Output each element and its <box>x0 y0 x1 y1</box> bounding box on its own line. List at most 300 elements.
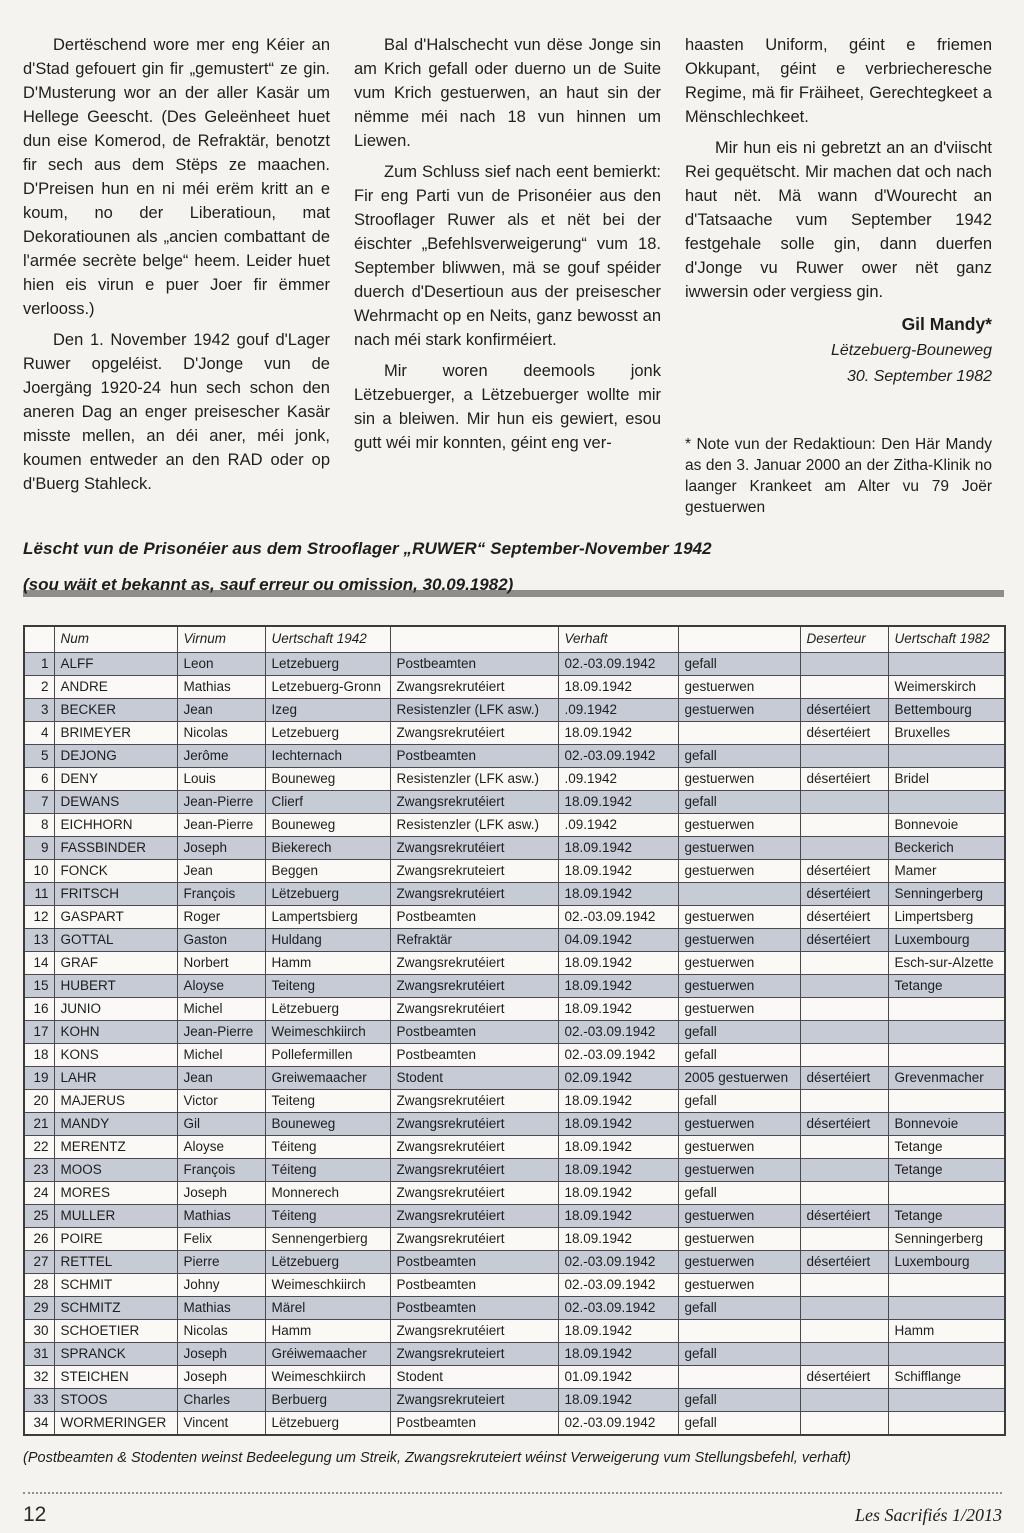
table-cell: 30 <box>24 1319 54 1342</box>
signature-name: Gil Mandy* <box>901 314 992 334</box>
table-cell: Lëtzebuerg <box>265 997 390 1020</box>
table-cell: 15 <box>24 974 54 997</box>
table-cell: Joseph <box>177 1365 265 1388</box>
table-cell: 2005 gestuerwen <box>678 1066 800 1089</box>
table-cell: Tetange <box>888 1204 1005 1227</box>
table-cell: STEICHEN <box>54 1365 177 1388</box>
table-cell: Stodent <box>390 1066 558 1089</box>
table-cell: Bouneweg <box>265 1112 390 1135</box>
table-row <box>24 1296 1005 1319</box>
table-cell: 22 <box>24 1135 54 1158</box>
table-cell: 6 <box>24 767 54 790</box>
table-cell: Tetange <box>888 1135 1005 1158</box>
article-column-3-text <box>685 33 992 304</box>
table-cell: 02.-03.09.1942 <box>558 1250 678 1273</box>
table-cell <box>888 1296 1005 1319</box>
table-cell: gestuerwen <box>678 1204 800 1227</box>
table-cell: gestuerwen <box>678 698 800 721</box>
table-cell <box>678 882 800 905</box>
table-cell: SCHMITZ <box>54 1296 177 1319</box>
signature-date: 30. September 1982 <box>847 368 992 385</box>
table-cell: 19 <box>24 1066 54 1089</box>
article-column-1 <box>23 33 330 527</box>
table-cell: 12 <box>24 905 54 928</box>
table-header <box>24 626 1005 652</box>
table-cell: Zwangsrekrutéiert <box>390 951 558 974</box>
table-cell: ANDRE <box>54 675 177 698</box>
table-cell: 18.09.1942 <box>558 1112 678 1135</box>
paragraph: haasten Uniform, géint e friemen Okkupant, géint e verbriecheresche Regime, mä fir Fräiheet, Gerechtegkeet a Mënschlechkeet. <box>685 36 992 126</box>
table-cell: Mathias <box>177 1204 265 1227</box>
table-cell: gestuerwen <box>678 1250 800 1273</box>
table-cell <box>800 1388 888 1411</box>
table-cell: désertéiert <box>800 1066 888 1089</box>
table-cell: Lampertsbierg <box>265 905 390 928</box>
list-subtitle: (sou wäit et bekannt as, sauf erreur ou omission, 30.09.1982) <box>23 575 514 594</box>
table-cell: gestuerwen <box>678 1158 800 1181</box>
table-cell: Lëtzebuerg <box>265 1250 390 1273</box>
table-cell <box>800 997 888 1020</box>
table-cell: 02.-03.09.1942 <box>558 652 678 675</box>
table-cell: Téiteng <box>265 1135 390 1158</box>
table-cell: gestuerwen <box>678 675 800 698</box>
table-cell: FASSBINDER <box>54 836 177 859</box>
table-cell: 2 <box>24 675 54 698</box>
table-cell: gefall <box>678 1342 800 1365</box>
table-cell <box>888 790 1005 813</box>
table-cell: Hamm <box>265 951 390 974</box>
table-cell: STOOS <box>54 1388 177 1411</box>
table-cell: Zwangsrekrutéiert <box>390 1319 558 1342</box>
table-cell: Postbeamten <box>390 1296 558 1319</box>
table-row <box>24 1204 1005 1227</box>
table-row <box>24 698 1005 721</box>
table-cell <box>888 1043 1005 1066</box>
table-cell: DEJONG <box>54 744 177 767</box>
table-cell: .09.1942 <box>558 698 678 721</box>
table-cell: MULLER <box>54 1204 177 1227</box>
table-row <box>24 1273 1005 1296</box>
table-cell: 04.09.1942 <box>558 928 678 951</box>
table-cell: Norbert <box>177 951 265 974</box>
table-cell: .09.1942 <box>558 813 678 836</box>
table-cell: Gil <box>177 1112 265 1135</box>
table-cell: Michel <box>177 997 265 1020</box>
table-cell: Bouneweg <box>265 813 390 836</box>
table-cell <box>800 652 888 675</box>
table-cell <box>800 1273 888 1296</box>
paragraph: Zum Schluss sief nach eent bemierkt: Fir eng Parti vun de Prisonéier aus den Strooflager Ruwer als et nët bei der éischter „Befehlsverweigerung“ vum 18. September bliwwen, mä se gouf spéider duerch d'Desertioun aus der preisescher Wehrmacht op en Neits, ganz bewosst an nach méi stark konfirméiert. <box>354 163 661 349</box>
table-cell: Resistenzler (LFK asw.) <box>390 813 558 836</box>
table-row <box>24 1066 1005 1089</box>
table-cell: 18.09.1942 <box>558 997 678 1020</box>
table-cell: désertéiert <box>800 698 888 721</box>
table-row <box>24 1411 1005 1435</box>
header-deserteur: Deserteur <box>800 626 888 652</box>
table-cell: Jean <box>177 1066 265 1089</box>
table-cell: Johny <box>177 1273 265 1296</box>
table-cell: Jean <box>177 698 265 721</box>
table-cell: 31 <box>24 1342 54 1365</box>
table-cell: désertéiert <box>800 1112 888 1135</box>
table-cell: Izeg <box>265 698 390 721</box>
table-cell: Postbeamten <box>390 1020 558 1043</box>
table-cell: 24 <box>24 1181 54 1204</box>
header-category <box>390 626 558 652</box>
table-cell: 02.-03.09.1942 <box>558 1043 678 1066</box>
table-cell: 32 <box>24 1365 54 1388</box>
table-cell: Nicolas <box>177 721 265 744</box>
header-uertschaft-1942: Uertschaft 1942 <box>265 626 390 652</box>
table-cell: 18.09.1942 <box>558 1135 678 1158</box>
paragraph: Mir woren deemools jonk Lëtzebuerger, a Lëtzebuerger wollte mir sin a bleiwen. Mir hun eis gewiert, esou gutt wéi mir konnten, géint eng ver- <box>354 362 661 452</box>
table-cell: DEWANS <box>54 790 177 813</box>
table-cell: 29 <box>24 1296 54 1319</box>
table-cell: Sennengerbierg <box>265 1227 390 1250</box>
table-cell <box>888 1342 1005 1365</box>
table-cell: 23 <box>24 1158 54 1181</box>
table-row <box>24 1388 1005 1411</box>
table-cell: Vincent <box>177 1411 265 1435</box>
table-cell <box>678 1365 800 1388</box>
table-row <box>24 905 1005 928</box>
table-cell: FRITSCH <box>54 882 177 905</box>
table-cell: GOTTAL <box>54 928 177 951</box>
table-cell: POIRE <box>54 1227 177 1250</box>
table-cell: Bonnevoie <box>888 1112 1005 1135</box>
table-cell: désertéiert <box>800 767 888 790</box>
table-cell: Zwangsrekrutéiert <box>390 974 558 997</box>
table-cell: 9 <box>24 836 54 859</box>
table-cell: Zwangsrekrutéiert <box>390 675 558 698</box>
table-cell: Letzebuerg <box>265 721 390 744</box>
table-cell <box>800 951 888 974</box>
table-cell: 21 <box>24 1112 54 1135</box>
table-cell <box>888 1411 1005 1435</box>
page-footer <box>23 1492 1002 1527</box>
table-cell: 18.09.1942 <box>558 1089 678 1112</box>
table-cell <box>800 790 888 813</box>
header-verhaft: Verhaft <box>558 626 678 652</box>
table-cell <box>888 997 1005 1020</box>
table-cell: 1 <box>24 652 54 675</box>
table-cell: 33 <box>24 1388 54 1411</box>
table-cell: 18.09.1942 <box>558 790 678 813</box>
table-cell: Weimerskirch <box>888 675 1005 698</box>
table-cell: JUNIO <box>54 997 177 1020</box>
table-cell: MERENTZ <box>54 1135 177 1158</box>
table-cell: gestuerwen <box>678 905 800 928</box>
table-row <box>24 1365 1005 1388</box>
table-cell: FONCK <box>54 859 177 882</box>
table-cell: 18.09.1942 <box>558 951 678 974</box>
table-cell: gefall <box>678 652 800 675</box>
table-cell: 02.-03.09.1942 <box>558 1273 678 1296</box>
table-cell: Monnerech <box>265 1181 390 1204</box>
table-cell: Zwangsrekrutéiert <box>390 721 558 744</box>
table-cell: 18.09.1942 <box>558 721 678 744</box>
table-cell: 01.09.1942 <box>558 1365 678 1388</box>
table-cell: gefall <box>678 1181 800 1204</box>
paragraph: Dertëschend wore mer eng Kéier an d'Stad gefouert gin fir „gemustert“ ze gin. D'Musterung wor an der aller Kasär um Hellege Geescht. (Des Geleënheet huet dun eise Komerod, de Refraktär, benotzt fir sech aus dem Stëps ze maachen. D'Preisen hun en ni méi erëm kritt an e koum, no der Liberatioun, mat Dekoratiounen als „ancien combattant de l'armée secrète belge“ heem. Leider huet hien eis virun e puer Joer fir ëmmer verlooss.) <box>23 36 330 318</box>
table-cell: désertéiert <box>800 721 888 744</box>
header-status <box>678 626 800 652</box>
table-cell: 02.-03.09.1942 <box>558 1020 678 1043</box>
table-cell: désertéiert <box>800 882 888 905</box>
table-cell: Victor <box>177 1089 265 1112</box>
table-cell: EICHHORN <box>54 813 177 836</box>
table-cell <box>800 974 888 997</box>
table-cell: Biekerech <box>265 836 390 859</box>
table-cell: Beggen <box>265 859 390 882</box>
paragraph: Bal d'Halschecht vun dëse Jonge sin am Krich gefall oder duerno un de Suite vum Krich gestuerwen, an haut sin der nëmme méi nach 18 vun hinnen um Liewen. <box>354 36 661 150</box>
table-cell: 02.-03.09.1942 <box>558 1296 678 1319</box>
list-subtitle-wrap <box>23 567 1004 599</box>
table-cell: Bridel <box>888 767 1005 790</box>
table-cell: Gréiwemaacher <box>265 1342 390 1365</box>
table-cell <box>800 1181 888 1204</box>
table-cell: SCHMIT <box>54 1273 177 1296</box>
table-cell: 18.09.1942 <box>558 859 678 882</box>
table-cell: WORMERINGER <box>54 1411 177 1435</box>
list-title: Lëscht vun de Prisonéier aus dem Strooflager „RUWER“ September-November 1942 <box>23 539 712 558</box>
table-row <box>24 1020 1005 1043</box>
table-cell: gefall <box>678 1020 800 1043</box>
table-cell: Zwangsrekrutéiert <box>390 1112 558 1135</box>
table-cell: MANDY <box>54 1112 177 1135</box>
table-cell: Zwangsrekrutéiert <box>390 1181 558 1204</box>
table-cell: Zwangsrekrutéiert <box>390 997 558 1020</box>
table-cell: Michel <box>177 1043 265 1066</box>
table-cell <box>800 1296 888 1319</box>
table-cell: Luxembourg <box>888 928 1005 951</box>
table-cell: 20 <box>24 1089 54 1112</box>
table-cell: gestuerwen <box>678 859 800 882</box>
table-cell: 18.09.1942 <box>558 1388 678 1411</box>
table-cell: désertéiert <box>800 1365 888 1388</box>
table-row <box>24 721 1005 744</box>
page-number: 12 <box>23 1502 47 1526</box>
table-cell: Huldang <box>265 928 390 951</box>
table-cell: Berbuerg <box>265 1388 390 1411</box>
table-cell: MAJERUS <box>54 1089 177 1112</box>
table-cell: Lëtzebuerg <box>265 1411 390 1435</box>
table-row <box>24 1227 1005 1250</box>
table-cell: Téiteng <box>265 1204 390 1227</box>
table-cell: gestuerwen <box>678 1135 800 1158</box>
table-cell: Resistenzler (LFK asw.) <box>390 767 558 790</box>
table-cell: 25 <box>24 1204 54 1227</box>
table-cell: KONS <box>54 1043 177 1066</box>
table-cell: Clierf <box>265 790 390 813</box>
table-cell: Aloyse <box>177 974 265 997</box>
table-cell: 18.09.1942 <box>558 675 678 698</box>
table-cell: Joseph <box>177 1342 265 1365</box>
table-cell: Gaston <box>177 928 265 951</box>
table-cell: gestuerwen <box>678 997 800 1020</box>
table-cell: Pollefermillen <box>265 1043 390 1066</box>
table-row <box>24 675 1005 698</box>
table-cell: Märel <box>265 1296 390 1319</box>
table-cell: 02.-03.09.1942 <box>558 744 678 767</box>
table-cell: Postbeamten <box>390 1250 558 1273</box>
table-cell: gestuerwen <box>678 836 800 859</box>
table-cell: BRIMEYER <box>54 721 177 744</box>
table-cell: 27 <box>24 1250 54 1273</box>
table-row <box>24 928 1005 951</box>
table-cell: Esch-sur-Alzette <box>888 951 1005 974</box>
table-row <box>24 1112 1005 1135</box>
table-cell <box>800 1342 888 1365</box>
table-row <box>24 767 1005 790</box>
table-cell: gefall <box>678 1296 800 1319</box>
table-cell: gestuerwen <box>678 928 800 951</box>
table-cell: Bouneweg <box>265 767 390 790</box>
table-cell: 8 <box>24 813 54 836</box>
table-cell: Bettembourg <box>888 698 1005 721</box>
table-cell: 34 <box>24 1411 54 1435</box>
table-cell <box>800 675 888 698</box>
table-cell: Grevenmacher <box>888 1066 1005 1089</box>
table-cell: gestuerwen <box>678 1227 800 1250</box>
table-cell: gestuerwen <box>678 813 800 836</box>
table-cell: GRAF <box>54 951 177 974</box>
table-header-row <box>24 626 1005 652</box>
table-cell <box>800 1043 888 1066</box>
table-cell <box>800 1135 888 1158</box>
table-cell: Tetange <box>888 1158 1005 1181</box>
table-cell: gefall <box>678 1089 800 1112</box>
table-cell <box>888 1388 1005 1411</box>
table-cell: 18.09.1942 <box>558 836 678 859</box>
table-cell <box>800 744 888 767</box>
table-cell: Refraktär <box>390 928 558 951</box>
table-cell: Charles <box>177 1388 265 1411</box>
table-cell <box>678 1319 800 1342</box>
table-cell: 17 <box>24 1020 54 1043</box>
table-cell <box>800 1020 888 1043</box>
table-cell: Resistenzler (LFK asw.) <box>390 698 558 721</box>
table-cell: 11 <box>24 882 54 905</box>
table-cell: 10 <box>24 859 54 882</box>
table-cell: 18.09.1942 <box>558 1227 678 1250</box>
table-cell: gefall <box>678 1388 800 1411</box>
table-row <box>24 836 1005 859</box>
table-cell: RETTEL <box>54 1250 177 1273</box>
table-cell: gestuerwen <box>678 951 800 974</box>
table-cell: MOOS <box>54 1158 177 1181</box>
table-cell: gestuerwen <box>678 974 800 997</box>
table-cell: gestuerwen <box>678 767 800 790</box>
table-cell: 5 <box>24 744 54 767</box>
table-cell: 18.09.1942 <box>558 1319 678 1342</box>
table-cell: Zwangsrekrutéiert <box>390 1204 558 1227</box>
table-cell: désertéiert <box>800 1250 888 1273</box>
table-cell: gestuerwen <box>678 1273 800 1296</box>
table-cell: Zwangsrekrutéiert <box>390 1158 558 1181</box>
table-row <box>24 652 1005 675</box>
table-cell: 18.09.1942 <box>558 974 678 997</box>
table-row <box>24 974 1005 997</box>
table-cell: Stodent <box>390 1365 558 1388</box>
table-cell: 02.-03.09.1942 <box>558 905 678 928</box>
signature-block <box>685 311 992 390</box>
table-cell: 13 <box>24 928 54 951</box>
table-row <box>24 1135 1005 1158</box>
table-row <box>24 790 1005 813</box>
table-cell: Beckerich <box>888 836 1005 859</box>
table-cell: Zwangsrekrutéiert <box>390 790 558 813</box>
table-cell: 4 <box>24 721 54 744</box>
table-cell: Felix <box>177 1227 265 1250</box>
table-cell: KOHN <box>54 1020 177 1043</box>
table-cell <box>888 1273 1005 1296</box>
table-row <box>24 813 1005 836</box>
table-cell: GASPART <box>54 905 177 928</box>
table-cell <box>800 1411 888 1435</box>
table-cell: 28 <box>24 1273 54 1296</box>
table-cell: Letzebuerg <box>265 652 390 675</box>
table-row <box>24 1158 1005 1181</box>
table-cell: Jean-Pierre <box>177 790 265 813</box>
header-index <box>24 626 54 652</box>
table-body <box>24 652 1005 1435</box>
table-cell: Postbeamten <box>390 1411 558 1435</box>
table-cell: MORES <box>54 1181 177 1204</box>
table-cell: Zwangsrekruteiert <box>390 859 558 882</box>
table-cell: Leon <box>177 652 265 675</box>
table-cell: gefall <box>678 744 800 767</box>
editor-note: * Note vun der Redaktioun: Den Här Mandy as den 3. Januar 2000 an der Zitha-Klinik no laanger Krankeet am Alter vu 79 Joër gestuerwen <box>685 436 992 516</box>
table-cell: gefall <box>678 1043 800 1066</box>
table-cell: Zwangsrekruteiert <box>390 1388 558 1411</box>
table-cell: Nicolas <box>177 1319 265 1342</box>
table-cell: désertéiert <box>800 928 888 951</box>
table-cell: Postbeamten <box>390 905 558 928</box>
signature-place: Lëtzebuerg-Bouneweg <box>830 342 992 359</box>
table-row <box>24 1089 1005 1112</box>
article <box>23 33 1002 527</box>
table-cell: 7 <box>24 790 54 813</box>
table-row <box>24 997 1005 1020</box>
table-cell: 02.-03.09.1942 <box>558 1411 678 1435</box>
header-virnum: Virnum <box>177 626 265 652</box>
table-cell: Postbeamten <box>390 1043 558 1066</box>
table-cell: Zwangsrekrutéiert <box>390 1135 558 1158</box>
table-cell: Louis <box>177 767 265 790</box>
table-cell: Roger <box>177 905 265 928</box>
table-cell: Jerôme <box>177 744 265 767</box>
table-cell: 18.09.1942 <box>558 1158 678 1181</box>
table-cell: Zwangsrekrutéiert <box>390 1227 558 1250</box>
table-cell: 18.09.1942 <box>558 1181 678 1204</box>
table-row <box>24 859 1005 882</box>
table-cell <box>800 836 888 859</box>
table-cell: Téiteng <box>265 1158 390 1181</box>
table-cell: gestuerwen <box>678 1112 800 1135</box>
table-cell: .09.1942 <box>558 767 678 790</box>
table-cell <box>888 1181 1005 1204</box>
table-cell: désertéiert <box>800 1204 888 1227</box>
paragraph: Den 1. November 1942 gouf d'Lager Ruwer opgeléist. D'Jonge vun de Joergäng 1920-24 hun sech schon den aneren Dag an enger preisescher Kasär misste mellen, an déi aner, méi jonk, koumen entweder an den RAD oder op d'Buerg Stahleck. <box>23 331 330 493</box>
table-cell: BECKER <box>54 698 177 721</box>
table-cell <box>888 1020 1005 1043</box>
table-cell: gefall <box>678 1411 800 1435</box>
table-cell: gefall <box>678 790 800 813</box>
table-cell: Letzebuerg-Gronn <box>265 675 390 698</box>
table-cell: Jean-Pierre <box>177 813 265 836</box>
header-uertschaft-1982: Uertschaft 1982 <box>888 626 1005 652</box>
